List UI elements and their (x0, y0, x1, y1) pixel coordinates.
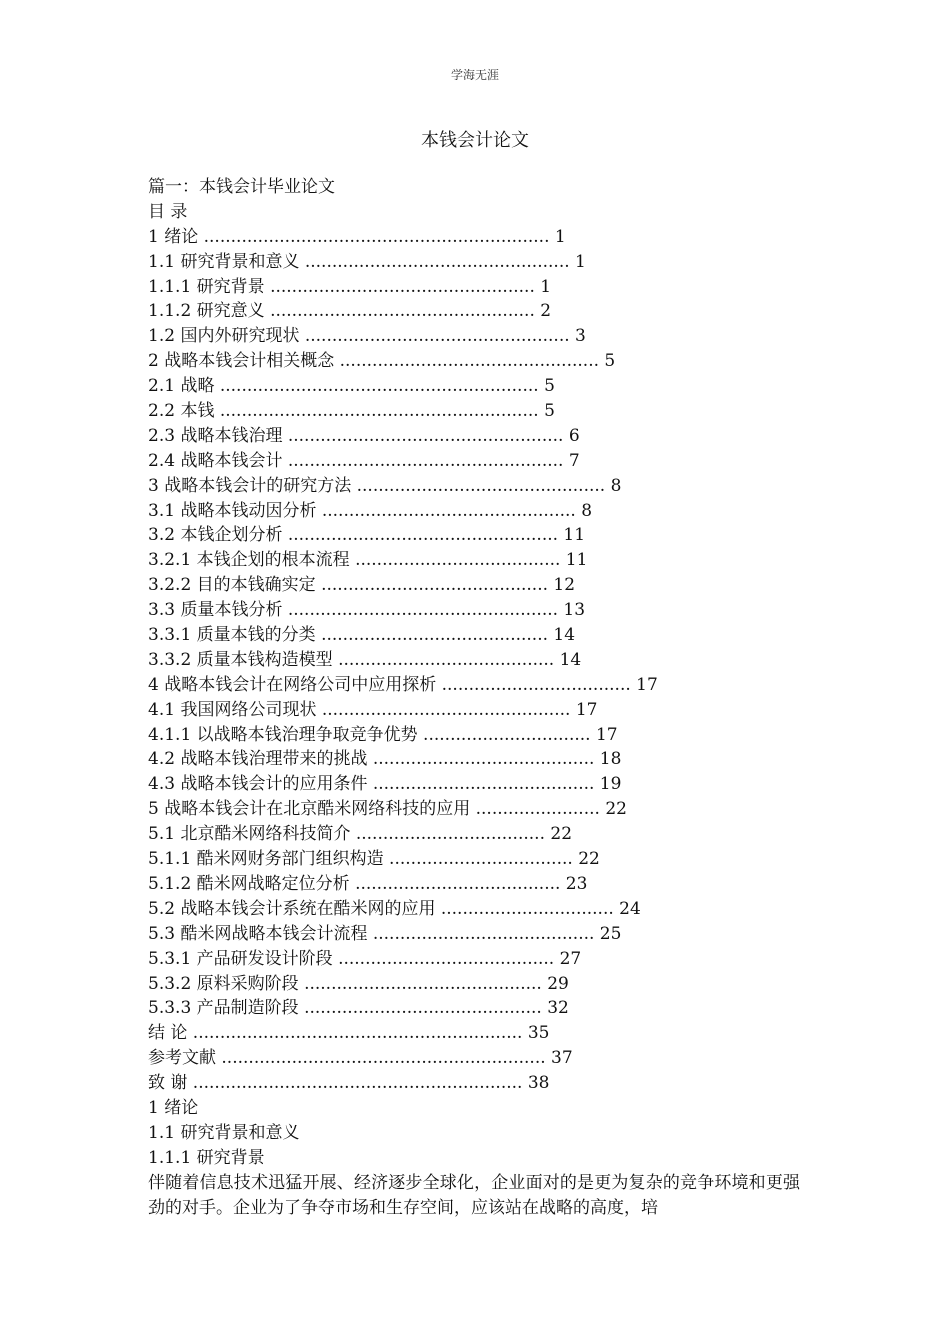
toc-entry: 4.2 战略本钱治理带来的挑战 ......................................... 18 (148, 749, 622, 770)
section-heading: 1.1 研究背景和意义 (148, 1122, 300, 1143)
toc-entry: 5.3 酷米网战略本钱会计流程 ......................................... 25 (148, 923, 622, 944)
toc-entry: 2 战略本钱会计相关概念 ................................................ 5 (148, 351, 616, 372)
toc-entry: 5.3.3 产品制造阶段 ............................................ 32 (148, 998, 569, 1019)
toc-entry: 结 论 ............................................................. 35 (148, 1023, 550, 1044)
toc-entry: 3.3.2 质量本钱构造模型 ........................................ 14 (148, 649, 582, 670)
toc-entry: 5.3.2 原料采购阶段 ............................................ 29 (148, 973, 569, 994)
toc-entry: 3.3 质量本钱分析 .................................................. 13 (148, 600, 586, 621)
toc-heading: 目 录 (148, 201, 188, 222)
toc-entry: 3.3.1 质量本钱的分类 .......................................... 14 (148, 625, 576, 646)
toc-entry: 3.2 本钱企划分析 .................................................. 11 (148, 525, 586, 546)
toc-entry: 2.4 战略本钱会计 ................................................... 7 (148, 450, 580, 471)
toc-entry: 5.2 战略本钱会计系统在酷米网的应用 ................................ 24 (148, 898, 641, 919)
toc-entry: 参考文献 ............................................................ 37 (148, 1048, 573, 1069)
toc-entry: 4.1.1 以战略本钱治理争取竞争优势 ............................... 17 (148, 724, 618, 745)
subsection-heading: 1.1.1 研究背景 (148, 1147, 265, 1168)
toc-entry: 5 战略本钱会计在北京酷米网络科技的应用 ....................... 22 (148, 799, 627, 820)
toc-entry: 3.2.1 本钱企划的根本流程 ...................................... 11 (148, 550, 588, 571)
toc-entry: 5.1.1 酷米网财务部门组织构造 .................................. 22 (148, 849, 600, 870)
toc-entry: 2.1 战略 ........................................................... 5 (148, 376, 555, 397)
chapter-heading: 1 绪论 (148, 1097, 199, 1118)
toc-entry: 致 谢 ............................................................. 38 (148, 1073, 550, 1094)
toc-entry: 3.2.2 目的本钱确实定 .......................................... 12 (148, 575, 576, 596)
toc-entry: 2.3 战略本钱治理 ................................................... 6 (148, 425, 580, 446)
table-of-contents (148, 225, 808, 1096)
toc-entry: 1.2 国内外研究现状 ................................................. 3 (148, 326, 586, 347)
toc-entry: 4.1 我国网络公司现状 .............................................. 17 (148, 699, 598, 720)
part-heading: 篇一：本钱会计毕业论文 (148, 177, 335, 197)
toc-entry: 1.1 研究背景和意义 ................................................. 1 (148, 251, 586, 272)
toc-entry: 5.1.2 酷米网战略定位分析 ...................................... 23 (148, 873, 588, 894)
toc-entry: 3.1 战略本钱动因分析 ............................................... 8 (148, 500, 593, 521)
document-title: 本钱会计论文 (421, 130, 529, 151)
toc-entry: 2.2 本钱 ........................................................... 5 (148, 401, 555, 422)
toc-entry: 1.1.1 研究背景 ................................................. 1 (148, 276, 552, 297)
document-body (148, 175, 808, 1221)
toc-entry: 4 战略本钱会计在网络公司中应用探析 ................................... 17 (148, 674, 658, 695)
toc-entry: 1.1.2 研究意义 ................................................. 2 (148, 301, 552, 322)
toc-entry: 4.3 战略本钱会计的应用条件 ......................................... 19 (148, 774, 622, 795)
toc-entry: 5.1 北京酷米网络科技简介 ................................... 22 (148, 824, 573, 845)
toc-entry: 1 绪论 ................................................................ 1 (148, 226, 566, 247)
body-paragraph: 伴随着信息技术迅猛开展、经济逐步全球化，企业面对的是更为复杂的竞争环境和更强劲的对手。企业为了争夺市场和生存空间，应该站在战略的高度，培 (148, 1172, 800, 1218)
header-watermark-text: 学海无涯 (450, 68, 499, 82)
toc-entry: 3 战略本钱会计的研究方法 .............................................. 8 (148, 475, 622, 496)
toc-entry: 5.3.1 产品研发设计阶段 ........................................ 27 (148, 948, 582, 969)
